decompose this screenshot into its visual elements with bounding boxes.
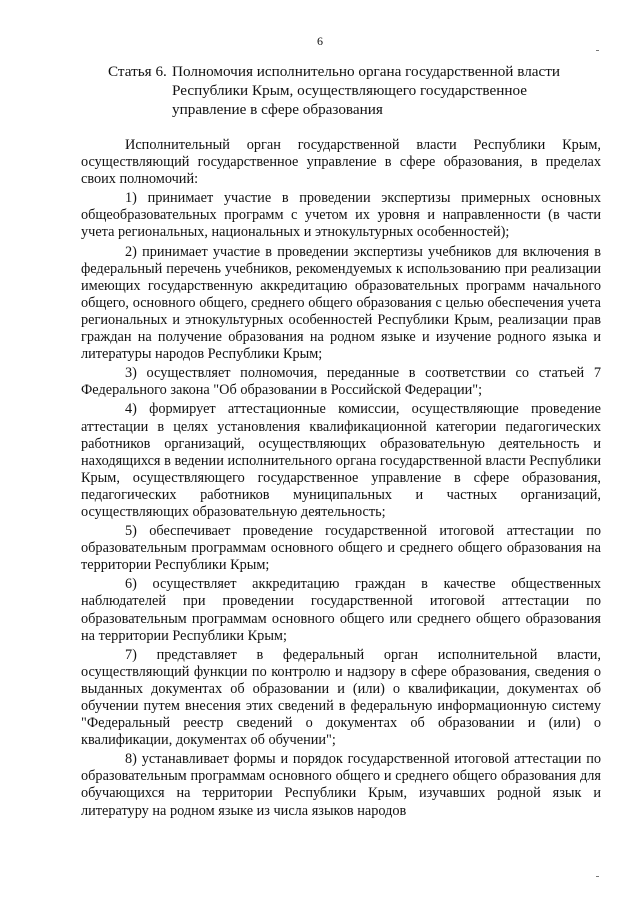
list-item-5: 5) обеспечивает проведение государственной итоговой аттестации по образовательным программам основного общего и среднего общего образования на территории Республики Крым; — [81, 523, 601, 574]
scan-speck — [596, 876, 599, 877]
list-item-4: 4) формирует аттестационные комиссии, осуществляющие проведение аттестации в целях установления квалификационной категории педагогических работников организаций, осуществляющих образовательную деятельность и находящихся в ведении исполнительного органа государственной власти Республики Крым, осуществляющего государственное управление в сфере образования, педагогических работников муниципальных и частных организаций, осуществляющих образовательную деятельность; — [81, 401, 601, 520]
list-item-3: 3) осуществляет полномочия, переданные в соответствии со статьей 7 Федерального закона "Об образовании в Российской Федерации"; — [81, 365, 601, 399]
list-item-8: 8) устанавливает формы и порядок государственной итоговой аттестации по образовательным программам основного общего и среднего общего образования для обучающихся на территории Республики Крым, изучавших родной язык и литературу на родном языке из числа языков народов — [81, 751, 601, 819]
article-title — [172, 62, 588, 119]
list-item-6: 6) осуществляет аккредитацию граждан в качестве общественных наблюдателей при проведении государственной итоговой аттестации по образовательным программам основного общего или среднего общего образования на территории Республики Крым; — [81, 576, 601, 644]
document-body — [81, 137, 601, 820]
list-item-2: 2) принимает участие в проведении экспертизы учебников для включения в федеральный перечень учебников, рекомендуемых к использованию при реализации имеющих государственную аккредитацию образовательных программ начального общего, основного общего, среднего общего образования с целью обеспечения учета региональных и этнокультурных особенностей Республики Крым, реализации прав граждан на получение образования на родном языке и изучение родного языка и литературы народов Республики Крым; — [81, 243, 601, 363]
article-title-line: управление в сфере образования — [172, 101, 383, 118]
scan-speck — [596, 50, 599, 51]
list-item-7: 7) представляет в федеральный орган исполнительной власти, осуществляющий функции по контролю и надзору в сфере образования, сведения о выданных документах об образовании и (или) о квалификации, документах об обучении путем внесения этих сведений в федеральную информационную систему "Федеральный реестр сведений о документах об образовании и (или) о квалификации, документах об обучении"; — [81, 646, 601, 749]
article-title-line: Республики Крым, осуществляющего государственное — [172, 82, 528, 99]
intro-paragraph: Исполнительный орган государственной власти Республики Крым, осуществляющий государственное управление в сфере образования, в пределах своих полномочий: — [81, 137, 601, 188]
article-label: Статья 6. — [108, 63, 167, 80]
article-heading — [108, 62, 588, 119]
list-item-1: 1) принимает участие в проведении экспертизы примерных основных общеобразовательных программ с учетом их уровня и направленности (в части учета региональных, национальных и этнокультурных особенностей); — [81, 190, 601, 241]
page-number: 6 — [317, 34, 323, 48]
article-title-line: Полномочия исполнительно органа государственной власти — [172, 63, 561, 80]
